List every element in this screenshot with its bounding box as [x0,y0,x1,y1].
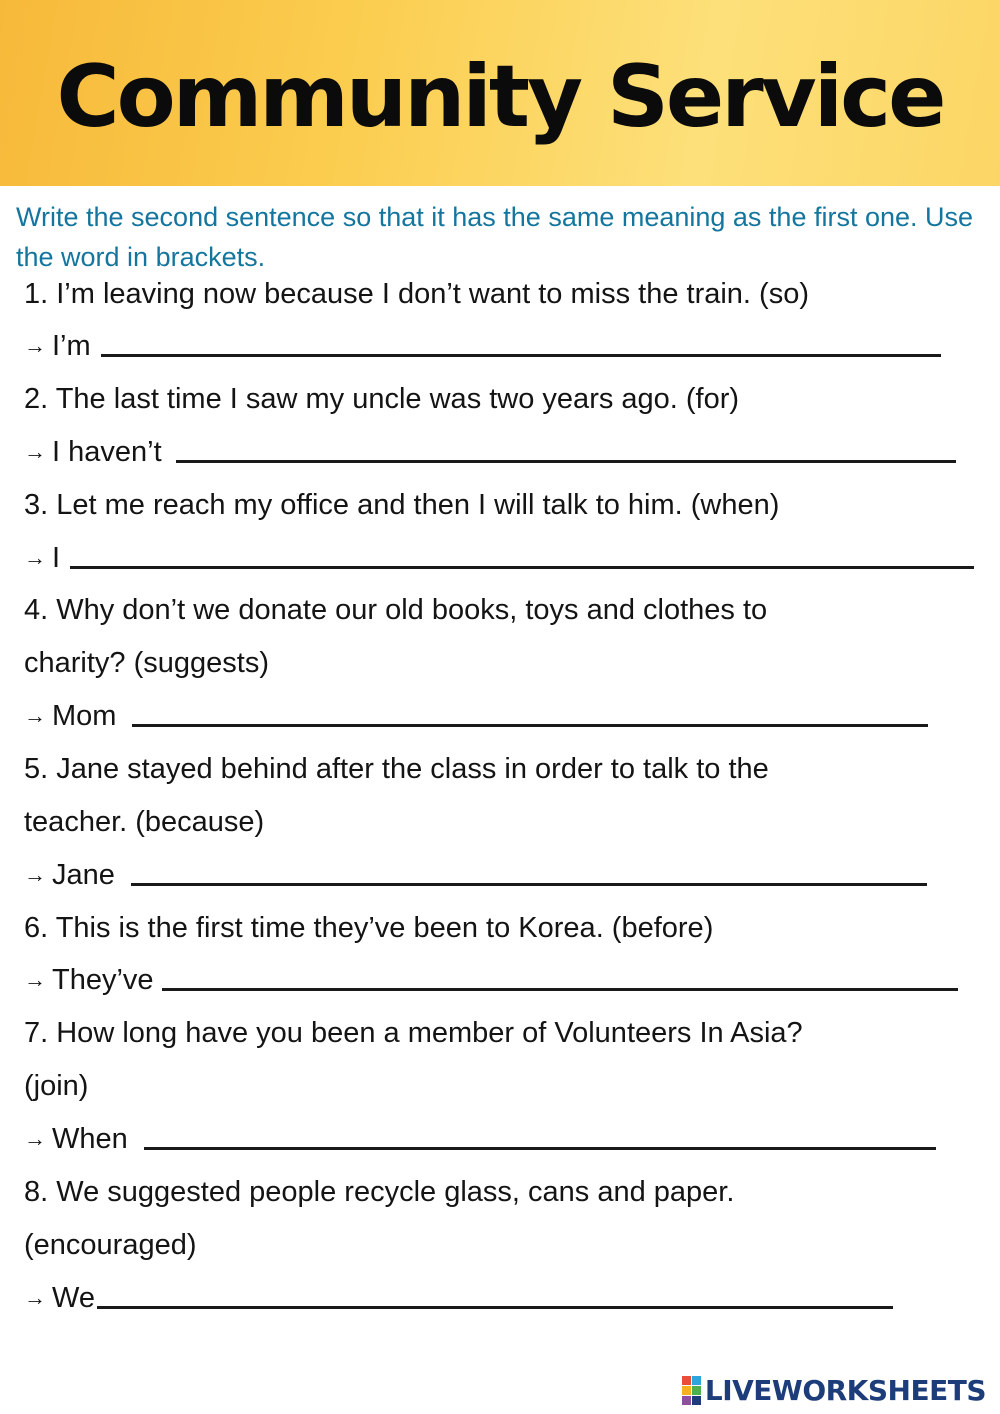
arrow-icon: → [24,439,46,464]
question-3: 3. Let me reach my office and then I will talk to him. (when) [24,489,780,521]
arrow-icon: → [24,333,46,358]
page-title: Community Service [56,47,944,147]
question-8-line-2: (encouraged) [24,1229,197,1261]
instruction-text: Write the second sentence so that it has the same meaning as the first one. Use the word in brackets. [16,202,974,272]
answer-row-8 [24,1278,893,1318]
answer-blank-6[interactable] [162,987,958,991]
question-4-line-2: charity? (suggests) [24,647,269,679]
answer-blank-1[interactable] [101,353,941,357]
footer-brand [682,1374,986,1407]
arrow-icon: → [24,545,46,570]
question-2: 2. The last time I saw my uncle was two years ago. (for) [24,383,740,415]
question-7-line-2: (join) [24,1070,89,1102]
answer-row-5 [24,855,927,895]
arrow-icon: → [24,967,46,992]
answer-prefix-3: I [52,542,61,574]
answer-row-4 [24,696,928,736]
answer-blank-8[interactable] [97,1305,893,1309]
answer-row-3 [24,538,974,578]
answer-blank-4[interactable] [132,723,928,727]
question-4-line-1: 4. Why don’t we donate our old books, toys and clothes to [24,594,768,626]
answer-blank-2[interactable] [176,459,956,463]
answer-blank-5[interactable] [131,882,927,886]
arrow-icon: → [24,1126,46,1151]
answer-blank-7[interactable] [144,1146,936,1150]
answer-prefix-1: I’m [52,330,91,362]
question-6: 6. This is the first time they’ve been to Korea. (before) [24,912,714,944]
answer-row-7 [24,1119,936,1159]
question-8-line-1: 8. We suggested people recycle glass, cans and paper. [24,1176,735,1208]
answer-row-6 [24,960,958,1000]
answer-prefix-5: Jane [52,859,115,891]
answer-prefix-4: Mom [52,700,117,732]
arrow-icon: → [24,1285,46,1310]
arrow-icon: → [24,703,46,728]
answer-row-1 [24,326,941,366]
footer-brand-text: LIVEWORKSHEETS [704,1374,986,1407]
answer-row-2 [24,432,956,472]
answer-prefix-8: We [52,1282,95,1314]
question-5-line-1: 5. Jane stayed behind after the class in order to talk to the [24,753,769,785]
liveworksheets-logo-icon [682,1376,701,1405]
arrow-icon: → [24,862,46,887]
answer-prefix-7: When [52,1123,128,1155]
question-1: 1. I’m leaving now because I don’t want to miss the train. (so) [24,278,809,310]
question-5-line-2: teacher. (because) [24,806,265,838]
answer-blank-3[interactable] [70,565,974,569]
answer-prefix-6: They’ve [52,964,154,996]
question-7-line-1: 7. How long have you been a member of Volunteers In Asia? [24,1017,803,1049]
answer-prefix-2: I haven’t [52,436,162,468]
header-banner [0,0,1000,186]
